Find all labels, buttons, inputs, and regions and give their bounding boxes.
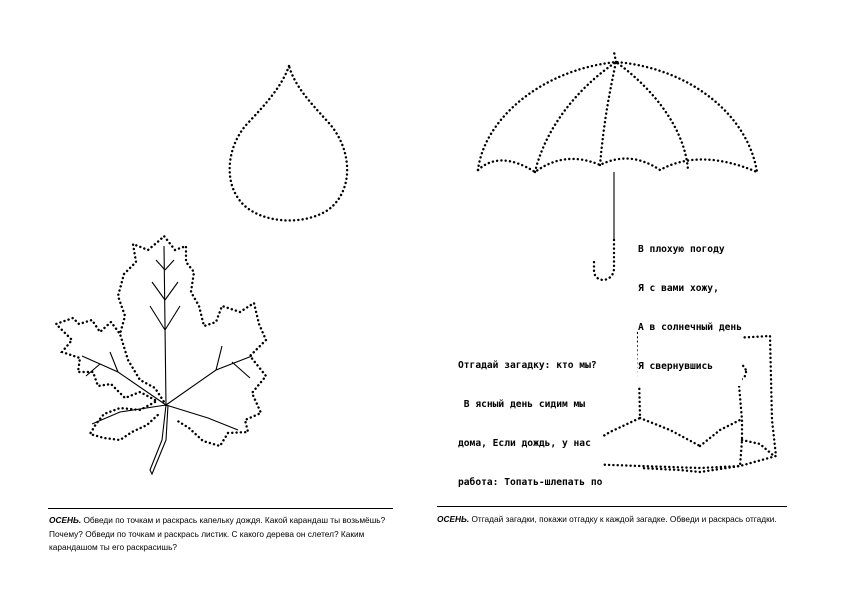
caption-text: Отгадай загадки, покажи отгадку к каждой загадке. Обведи и раскрась отгадки. [469,514,777,524]
riddle-line: Отгадай загадку: кто мы? [458,360,597,371]
raindrop-outline [230,66,347,220]
riddle-line: Я с вами хожу, [638,283,719,294]
caption-left [49,514,394,555]
caption-right [437,513,787,527]
boots-riddle [458,333,602,502]
riddle-line: А в солнечный день [638,322,742,333]
riddle-line: Я свернувшись [638,361,714,372]
maple-leaf-icon [56,236,266,474]
umbrella-riddle [638,217,742,386]
riddle-line: дома, Если дождь, у нас [458,438,591,449]
caption-label: ОСЕНЬ. [49,515,82,525]
caption-text: Обведи по точкам и раскрась капельку дождя. Какой карандаш ты возьмёшь? Почему? Обведи по точкам и раскрась листик. С какого дерева он слетел? Каким карандашом ты его раскрасишь? [49,515,386,552]
divider-left [48,508,393,509]
divider-right [437,506,787,507]
riddle-line: В плохую погоду [638,244,725,255]
riddle-line: работа: Топать-шлепать по [458,477,603,488]
riddle-line: В ясный день сидим мы [458,399,586,410]
caption-label: ОСЕНЬ. [437,514,470,524]
